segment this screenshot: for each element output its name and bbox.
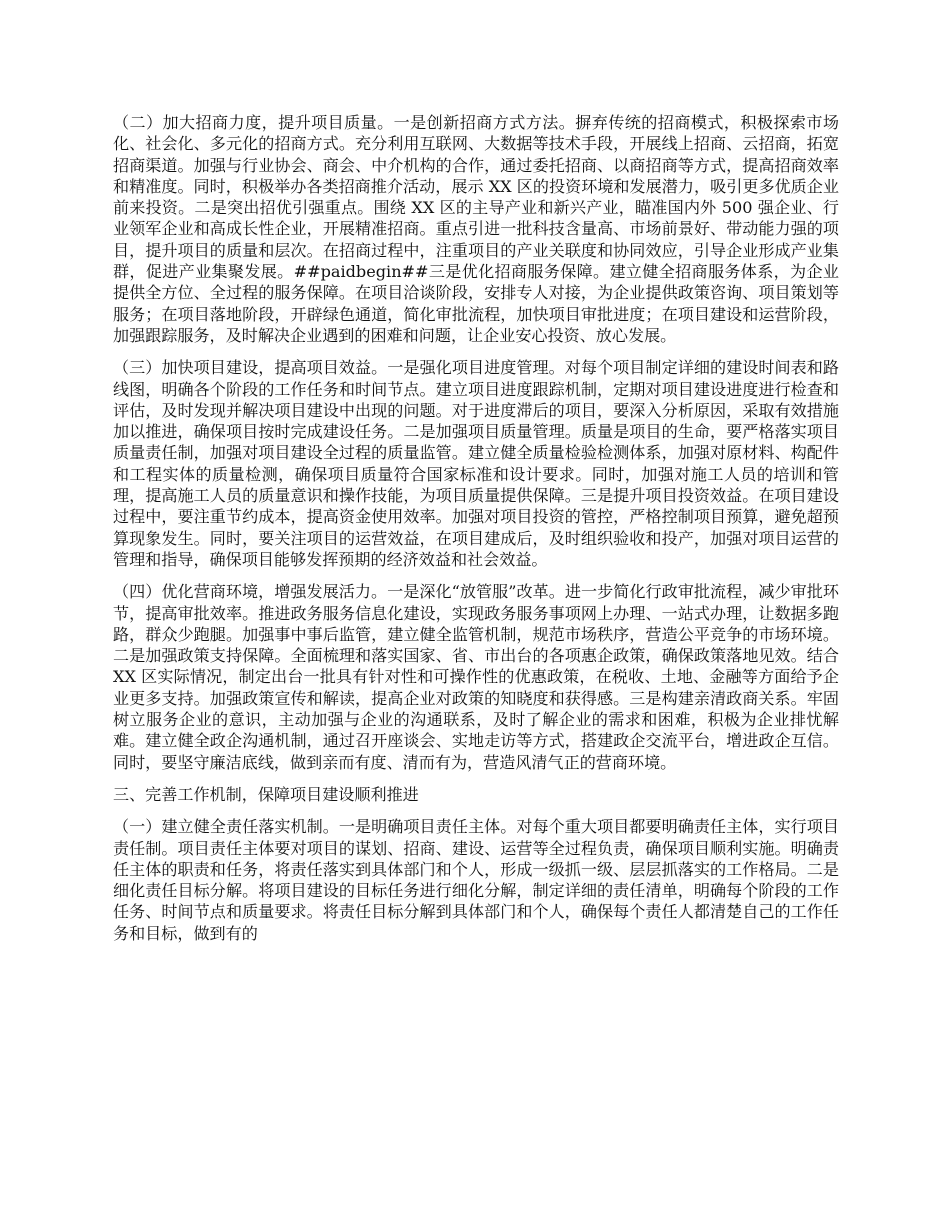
- paragraph-responsibility-mechanism: （一）建立健全责任落实机制。一是明确项目责任主体。对每个重大项目都要明确责任主体，实行项目责任制。项目责任主体要对项目的谋划、招商、建设、运营等全过程负责，确保项目顺利实施。明确责任主体的职责和任务，将责任落实到具体部门和个人，形成一级抓一级、层层抓落实的工作格局。二是细化责任目标分解。将项目建设的目标任务进行细化分解，制定详细的责任清单，明确每个阶段的工作任务、时间节点和质量要求。将责任目标分解到具体部门和个人，确保每个责任人都清楚自己的工作任务和目标，做到有的: [113, 817, 839, 943]
- paragraph-investment-promotion: （二）加大招商力度，提升项目质量。一是创新招商方式方法。摒弃传统的招商模式，积极探索市场化、社会化、多元化的招商方式。充分利用互联网、大数据等技术手段，开展线上招商、云招商，拓宽招商渠道。加强与行业协会、商会、中介机构的合作，通过委托招商、以商招商等方式，提高招商效率和精准度。同时，积极举办各类招商推介活动，展示 XX 区的投资环境和发展潜力，吸引更多优质企业前来投资。二是突出招优引强重点。围绕 XX 区的主导产业和新兴产业，瞄准国内外 500 强企业、行业领军企业和高成长性企业，开展精准招商。重点引进一批科技含量高、市场前景好、带动能力强的项目，提升项目的质量和层次。在招商过程中，注重项目的产业关联度和协同效应，引导企业形成产业集群，促进产业集聚发展。##paidbegin##三是优化招商服务保障。建立健全招商服务体系，为企业提供全方位、全过程的服务保障。在项目洽谈阶段，安排专人对接，为企业提供政策咨询、项目策划等服务；在项目落地阶段，开辟绿色通道，简化审批流程，加快项目审批进度；在项目建设和运营阶段，加强跟踪服务，及时解决企业遇到的困难和问题，让企业安心投资、放心发展。: [113, 113, 839, 345]
- section-heading-work-mechanism: 三、完善工作机制，保障项目建设顺利推进: [113, 784, 419, 804]
- paragraph-project-construction: （三）加快项目建设，提高项目效益。一是强化项目进度管理。对每个项目制定详细的建设时间表和路线图，明确各个阶段的工作任务和时间节点。建立项目进度跟踪机制，定期对项目建设进度进行检查和评估，及时发现并解决项目建设中出现的问题。对于进度滞后的项目，要深入分析原因，采取有效措施加以推进，确保项目按时完成建设任务。二是加强项目质量管理。质量是项目的生命，要严格落实项目质量责任制，加强对项目建设全过程的质量监管。建立健全质量检验检测体系，加强对原材料、构配件和工程实体的质量检测，确保项目质量符合国家标准和设计要求。同时，加强对施工人员的培训和管理，提高施工人员的质量意识和操作技能，为项目质量提供保障。三是提升项目投资效益。在项目建设过程中，要注重节约成本，提高资金使用效率。加强对项目投资的管控，严格控制项目预算，避免超预算现象发生。同时，要关注项目的运营效益，在项目建成后，及时组织验收和投产，加强对项目运营的管理和指导，确保项目能够发挥预期的经济效益和社会效益。: [113, 358, 839, 569]
- paragraph-business-environment: （四）优化营商环境，增强发展活力。一是深化“放管服”改革。进一步简化行政审批流程，减少审批环节，提高审批效率。推进政务服务信息化建设，实现政务服务事项网上办理、一站式办理，让数据多跑路，群众少跑腿。加强事中事后监管，建立健全监管机制，规范市场秩序，营造公平竞争的市场环境。二是加强政策支持保障。全面梳理和落实国家、省、市出台的各项惠企政策，确保政策落地见效。结合 XX 区实际情况，制定出台一批具有针对性和可操作性的优惠政策，在税收、土地、金融等方面给予企业更多支持。加强政策宣传和解读，提高企业对政策的知晓度和获得感。三是构建亲清政商关系。牢固树立服务企业的意识，主动加强与企业的沟通联系，及时了解企业的需求和困难，积极为企业排忧解难。建立健全政企沟通机制，通过召开座谈会、实地走访等方式，搭建政企交流平台，增进政企互信。同时，要坚守廉洁底线，做到亲而有度、清而有为，营造风清气正的营商环境。: [113, 582, 839, 772]
- document-page: [113, 112, 839, 955]
